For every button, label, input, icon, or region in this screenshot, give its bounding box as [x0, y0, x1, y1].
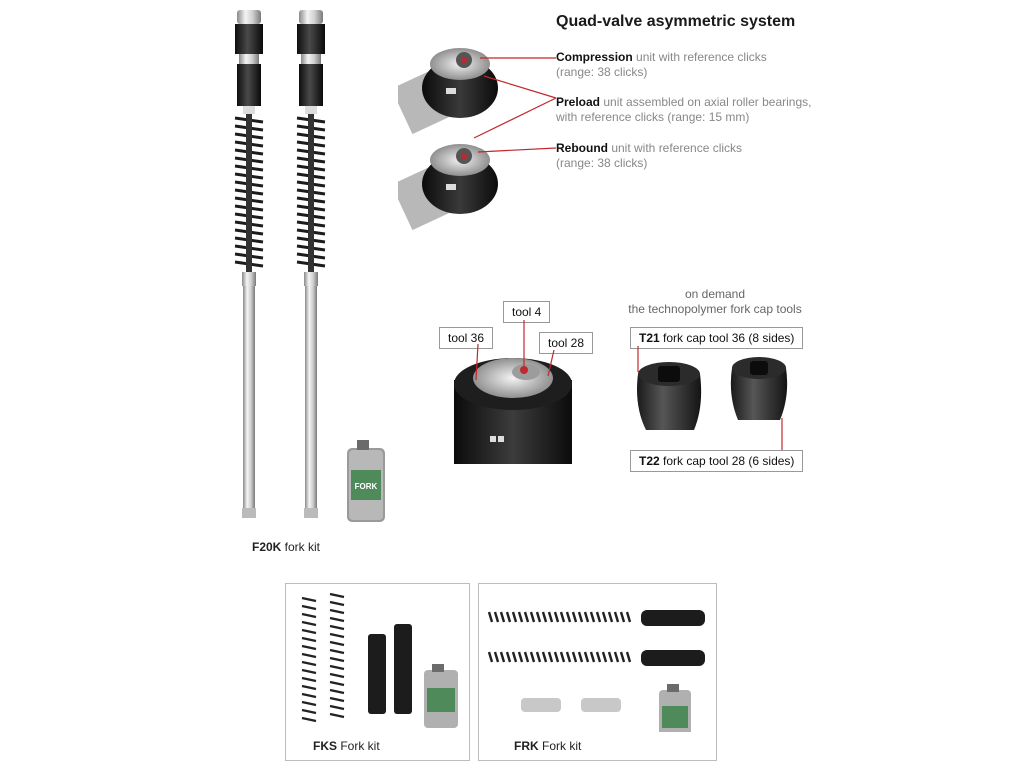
- fks-kit-panel: [285, 583, 470, 761]
- tool-36-label: tool 36: [439, 327, 493, 349]
- callout-leaders: [470, 50, 560, 160]
- t22-label: T22 fork cap tool 28 (6 sides): [630, 450, 803, 472]
- tool-4-label: tool 4: [503, 301, 550, 323]
- svg-text:FORK: FORK: [354, 482, 378, 491]
- frk-caption: FRK Fork kit: [514, 739, 582, 753]
- callout-compression: Compression unit with reference clicks (range: 38 clicks): [556, 50, 767, 79]
- tool-28-label: tool 28: [539, 332, 593, 354]
- f20k-fork-photo: [225, 8, 395, 528]
- on-demand-note: on demand the technopolymer fork cap tools: [628, 287, 802, 316]
- fks-kit-photo: [286, 584, 469, 732]
- f20k-caption: F20K fork kit: [252, 540, 321, 554]
- fork-cap-tools-photo: [452, 320, 574, 464]
- t21-label: T21 fork cap tool 36 (8 sides): [630, 327, 803, 349]
- frk-kit-photo: [479, 584, 716, 732]
- callout-preload: Preload unit assembled on axial roller bearings, with reference clicks (range: 15 mm): [556, 95, 812, 124]
- fks-caption: FKS Fork kit: [313, 739, 380, 753]
- t21-t22-tools-photo: [630, 346, 800, 452]
- frk-kit-panel: [478, 583, 717, 761]
- page-title: Quad-valve asymmetric system: [556, 13, 796, 30]
- callout-rebound: Rebound unit with reference clicks (range: 38 clicks): [556, 141, 743, 170]
